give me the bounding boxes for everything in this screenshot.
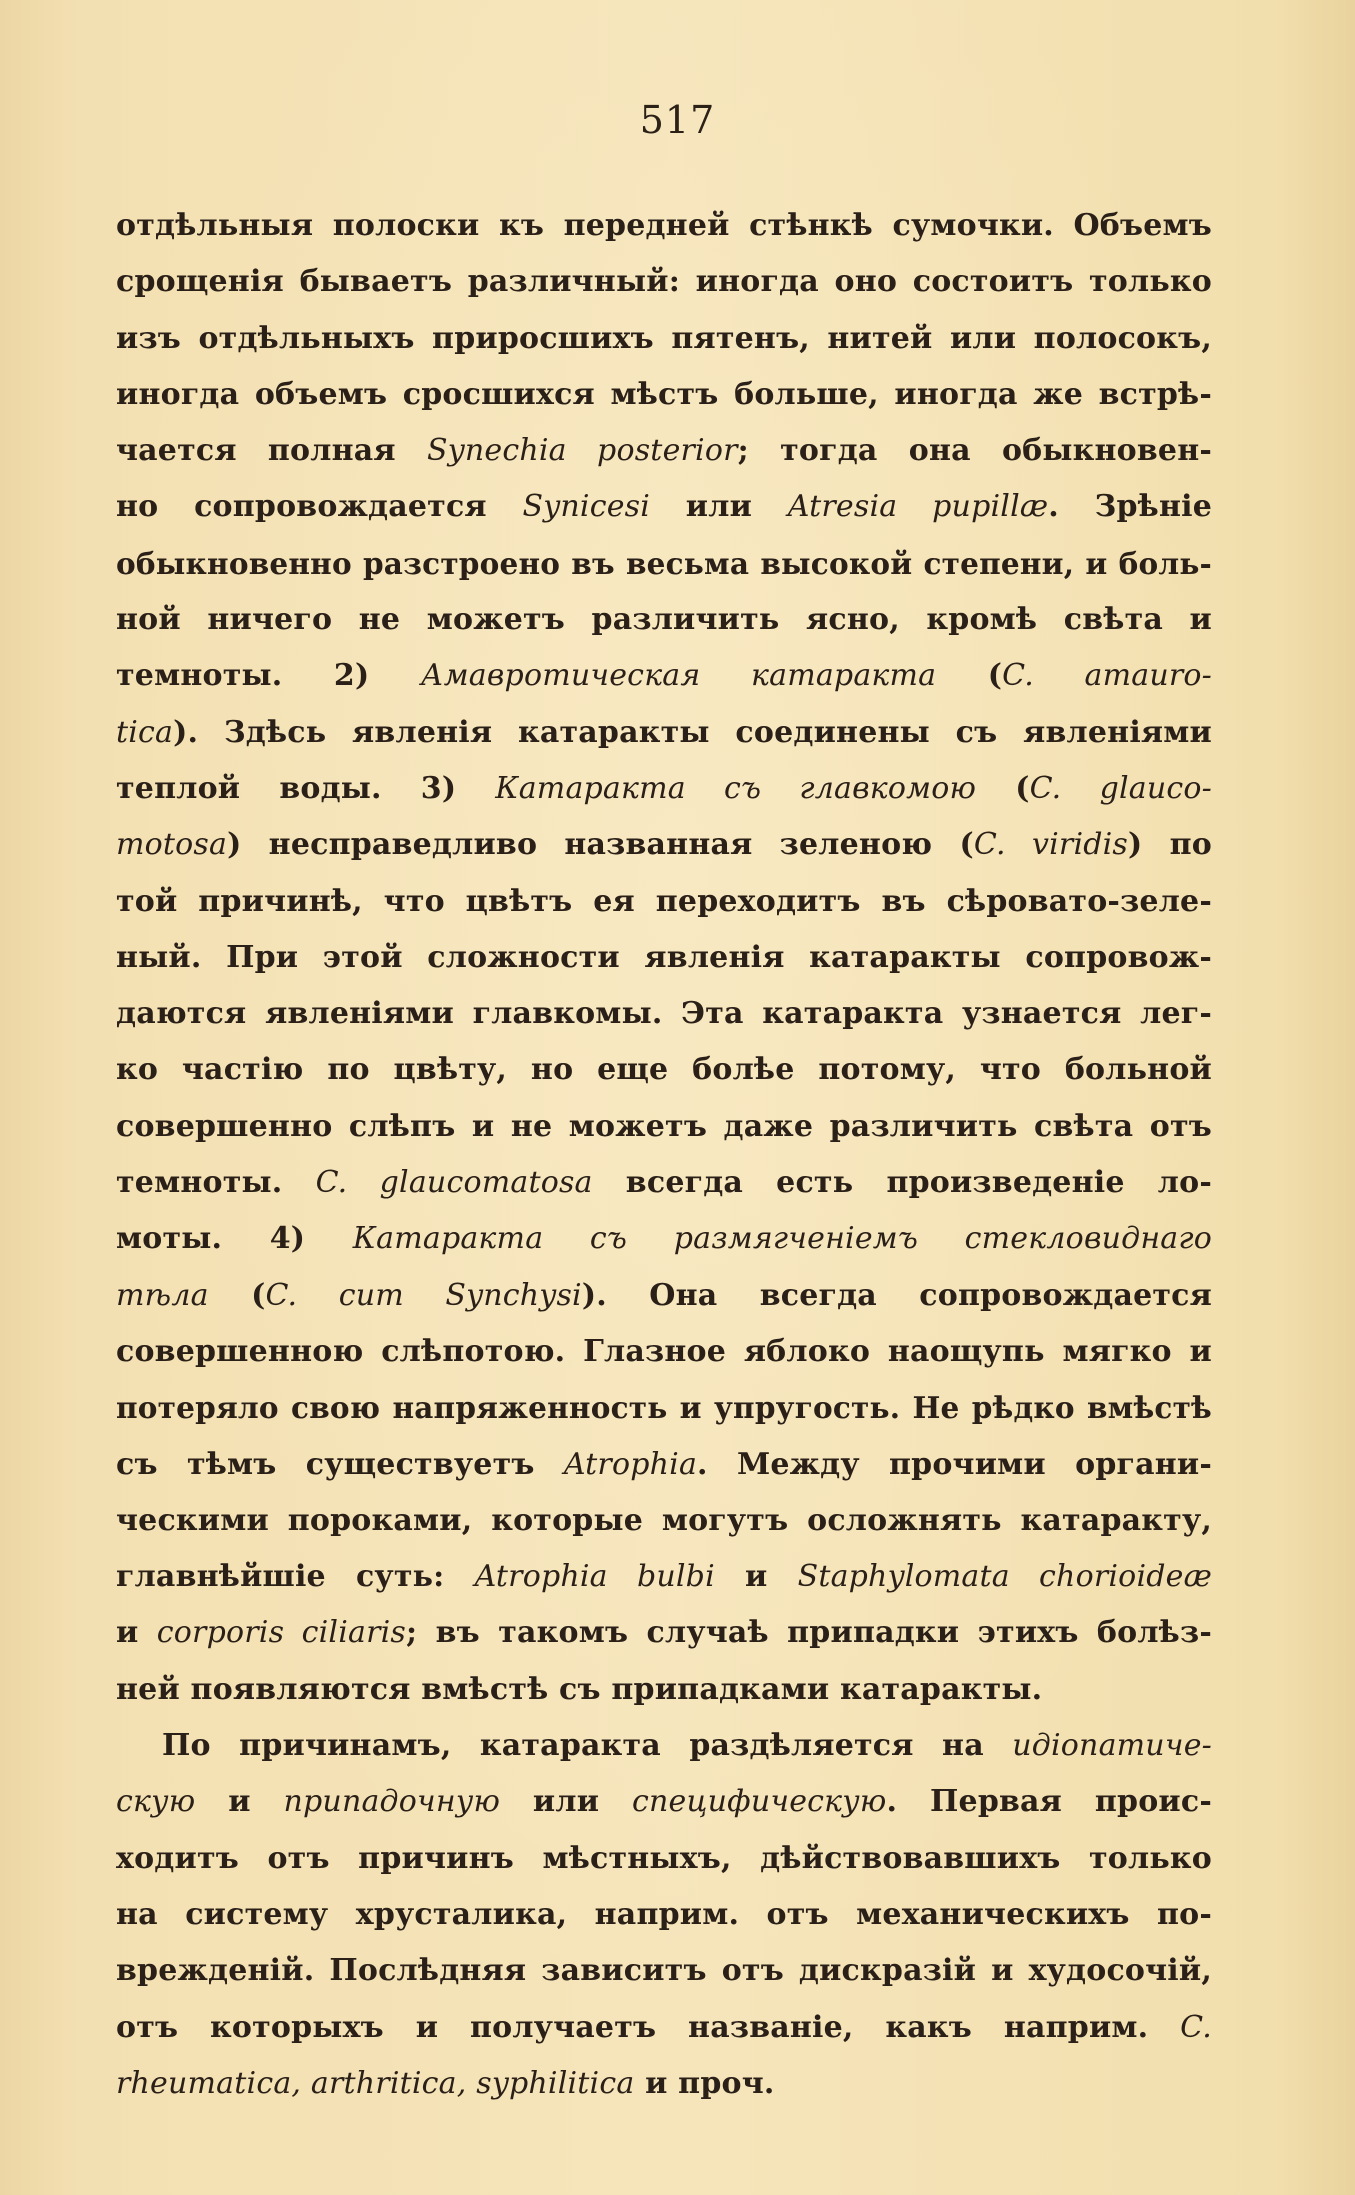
italic-text-run: идіопатиче- [1012,1728,1212,1764]
text-run: срощенія бываетъ различный: иногда оно состоитъ только [116,264,1212,300]
text-run: и [116,1615,157,1651]
italic-text-run: C. amauro- [1002,658,1212,694]
italic-text-run: corporis ciliaris [156,1615,407,1651]
text-run: ( [976,770,1030,806]
text-line [116,1549,1212,1605]
italic-text-run: Катаракта съ главкомою [495,770,977,806]
italic-text-run: Atresia pupillæ [787,489,1049,525]
text-line [116,1324,1212,1380]
text-line [116,1774,1212,1830]
text-run: ной ничего не можетъ различить ясно, кромѣ свѣта и [116,602,1212,638]
text-run: ходитъ отъ причинъ мѣстныхъ, дѣйствовавшихъ только [116,1840,1212,1876]
italic-text-run: припадочную [283,1784,501,1820]
text-run: главнѣйшіе суть: [116,1559,475,1595]
text-run: совершенною слѣпотою. Глазное яблоко наощупь мягко и [116,1333,1212,1369]
text-line [116,648,1212,704]
text-run: отъ которыхъ и получаетъ названіе, какъ наприм. [116,2009,1181,2045]
text-run: ) по [1128,827,1212,863]
text-run: потеряло свою напряженность и упругость. Не рѣдко вмѣстѣ [116,1390,1212,1426]
text-line [116,1943,1212,1999]
text-line [116,1437,1212,1493]
italic-text-run: Катаракта съ размягченіемъ стекловиднаго [352,1221,1212,1257]
italic-text-run: Staphylomata chorioideæ [797,1559,1212,1595]
text-run: или [500,1784,633,1820]
italic-text-run: Synechia posterior [426,433,738,469]
italic-text-run: тѣла [116,1277,209,1313]
text-run: обыкновенно разстроено въ весьма высокой степени, и боль- [116,545,1212,581]
text-run: . Между прочими органи- [697,1446,1212,1482]
text-run: темноты. 2) [116,658,421,694]
text-line [116,1887,1212,1943]
text-run: . Зрѣніе [1048,489,1212,525]
italic-text-run: C. viridis [973,827,1129,863]
italic-text-run: C. cum Synchysi [265,1277,582,1313]
italic-text-run: motosa [116,827,228,863]
text-run: темноты. [116,1165,316,1201]
text-run: ней появляются вмѣстѣ съ припадками катаракты. [116,1671,1043,1707]
text-run: на систему хрусталика, наприм. отъ механическихъ по- [116,1896,1212,1932]
text-run: и проч. [634,2065,775,2101]
text-run: ). Она всегда сопровождается [581,1277,1212,1313]
text-run: теплой воды. 3) [116,770,496,806]
text-line [116,1380,1212,1436]
text-line [116,1493,1212,1549]
text-line [116,2000,1212,2056]
text-run: ; въ такомъ случаѣ припадки этихъ болѣз- [406,1615,1212,1651]
text-run: всегда есть произведеніе ло- [592,1165,1212,1201]
italic-text-run: C. glaucomatosa [315,1165,593,1201]
text-line [116,874,1212,930]
italic-text-run: tica [116,714,174,750]
text-run: отдѣльныя полоски къ передней стѣнкѣ сумочки. Объемъ [116,208,1212,243]
text-run: иногда объемъ сросшихся мѣстъ больше, иногда же встрѣ- [116,376,1212,412]
italic-text-run: C. glauco- [1029,770,1212,806]
text-run: ) несправедливо названная зеленою ( [227,827,974,863]
text-line [116,423,1212,479]
text-line [116,1605,1212,1661]
text-line [116,536,1212,592]
italic-text-run: Synicesi [522,489,651,525]
text-run: ( [208,1277,266,1313]
text-run: ( [936,658,1003,694]
text-run: ). Здѣсь явленія катаракты соединены съ явленіями [173,714,1212,750]
text-run: съ тѣмъ существуетъ [116,1446,564,1482]
text-line [116,198,1212,254]
text-run: врежденій. Послѣдняя зависитъ отъ дискразій и худосочій, [116,1953,1212,1989]
text-run: и [714,1559,798,1595]
text-line [116,1042,1212,1098]
text-line [116,1662,1212,1718]
italic-text-run: C. [1180,2009,1212,2045]
text-run: изъ отдѣльныхъ приросшихъ пятенъ, нитей или полосокъ, [116,320,1212,356]
text-run: По причинамъ, катаракта раздѣляется на [162,1728,1013,1764]
italic-text-run: скую [116,1784,196,1820]
text-run: чается полная [116,433,427,469]
text-run: но сопровождается [116,489,523,525]
text-run: даются явленіями главкомы. Эта катаракта узнается лег- [116,996,1212,1032]
text-line [116,254,1212,310]
body-text [116,198,1212,2112]
text-run: ный. При этой сложности явленія катаракты сопровож- [116,939,1212,975]
text-line [116,817,1212,873]
text-run: моты. 4) [116,1221,353,1257]
italic-text-run: Atrophia bulbi [474,1559,715,1595]
text-line [116,592,1212,648]
page-number: 517 [639,98,716,142]
text-line [116,311,1212,367]
text-line [116,1831,1212,1887]
text-run: той причинѣ, что цвѣтъ ея переходитъ въ сѣровато-зеле- [116,883,1212,919]
text-run: ческими пороками, которые могутъ осложнять катаракту, [116,1502,1212,1538]
text-line [116,1268,1212,1324]
text-line [116,930,1212,986]
italic-text-run: rheumatica, arthritica, syphilitica [116,2065,635,2101]
text-line [116,986,1212,1042]
text-line [116,1211,1212,1267]
text-run: или [650,489,788,525]
text-line [116,367,1212,423]
text-line [116,1718,1212,1774]
italic-text-run: Амавротическая катаракта [420,658,937,694]
text-run: и [195,1784,284,1820]
text-line [116,479,1212,535]
text-line [116,705,1212,761]
text-run: ; тогда она обыкновен- [737,433,1212,469]
italic-text-run: специфическую [632,1784,887,1820]
text-run: . Первая проис- [886,1784,1212,1820]
text-line [116,1155,1212,1211]
italic-text-run: Atrophia [563,1446,698,1482]
text-run: ко частію по цвѣту, но еще болѣе потому, что больной [116,1052,1212,1088]
text-line [116,2056,1212,2112]
text-line [116,761,1212,817]
text-run: совершенно слѣпъ и не можетъ даже различить свѣта отъ [116,1108,1212,1144]
text-line [116,1099,1212,1155]
